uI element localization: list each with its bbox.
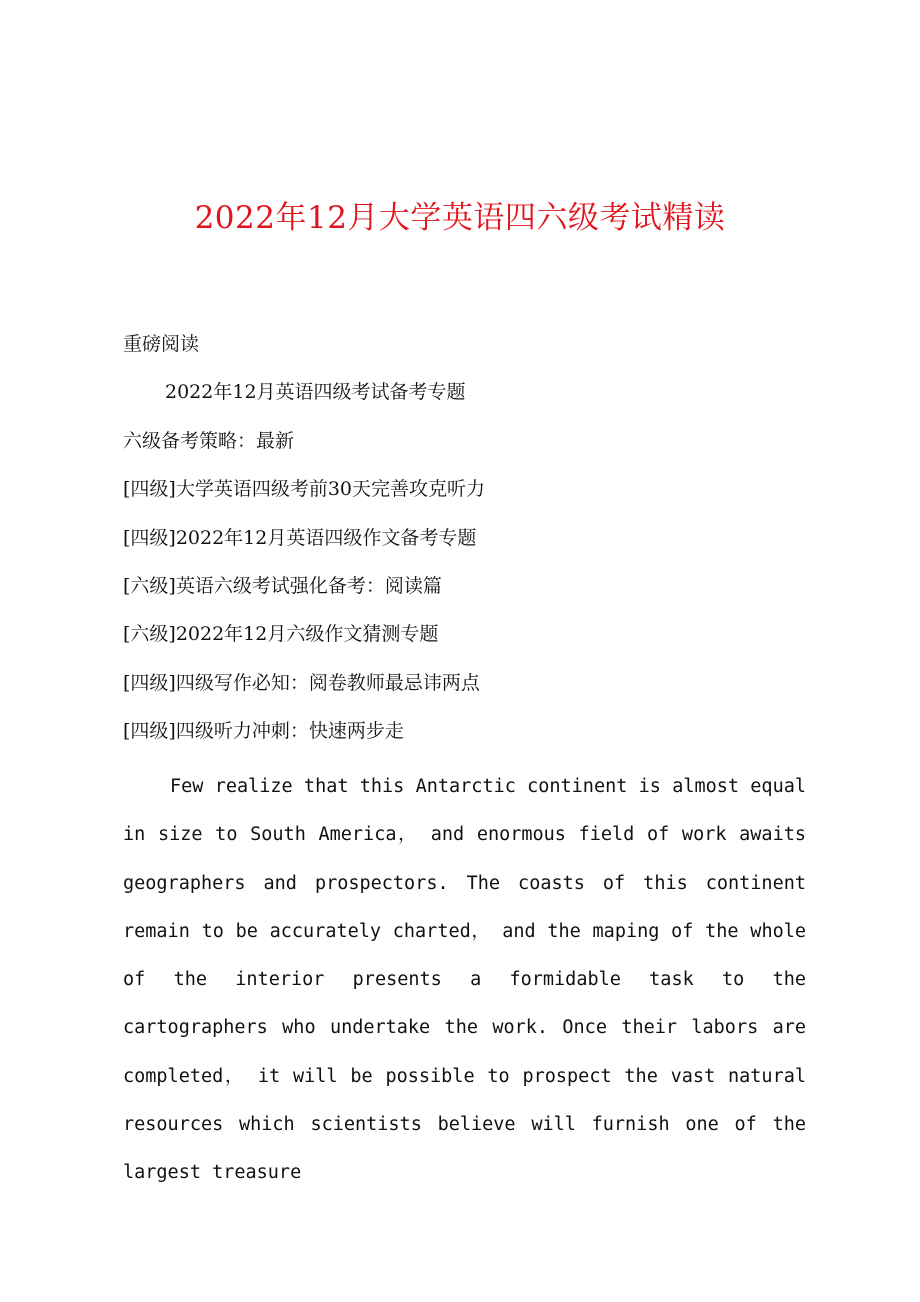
article-link[interactable]: [六级]2022年12月六级作文猜测专题 <box>123 623 439 646</box>
article-link[interactable]: [四级]2022年12月英语四级作文备考专题 <box>123 526 477 549</box>
article-link[interactable]: [四级]四级写作必知：阅卷教师最忌讳两点 <box>123 671 480 694</box>
article-link[interactable]: [四级]四级听力冲刺：快速两步走 <box>123 720 404 743</box>
article-link[interactable]: 2022年12月英语四级考试备考专题 <box>165 381 466 404</box>
document-title: 2022年12月大学英语四六级考试精读 <box>194 200 726 236</box>
article-link[interactable]: 六级备考策略：最新 <box>123 429 295 452</box>
reading-passage: Few realize that this Antarctic continent is almost equal in size to South America， and enormous field of work awaits geographers and prospectors. The coasts of this continent remain to be accurately charted， and the maping of the whole of the interior presents a formidable task to the cartographers who undertake the work. Once their labors are completed， it will be possible to prospect the vast natural resources which scientists believe will furnish one of the largest treasure <box>123 776 806 1184</box>
article-link[interactable]: [四级]大学英语四级考前30天完善攻克听力 <box>123 478 486 501</box>
article-link[interactable]: [六级]英语六级考试强化备考：阅读篇 <box>123 574 442 597</box>
link-list <box>123 328 823 764</box>
section-heading: 重磅阅读 <box>123 333 200 355</box>
